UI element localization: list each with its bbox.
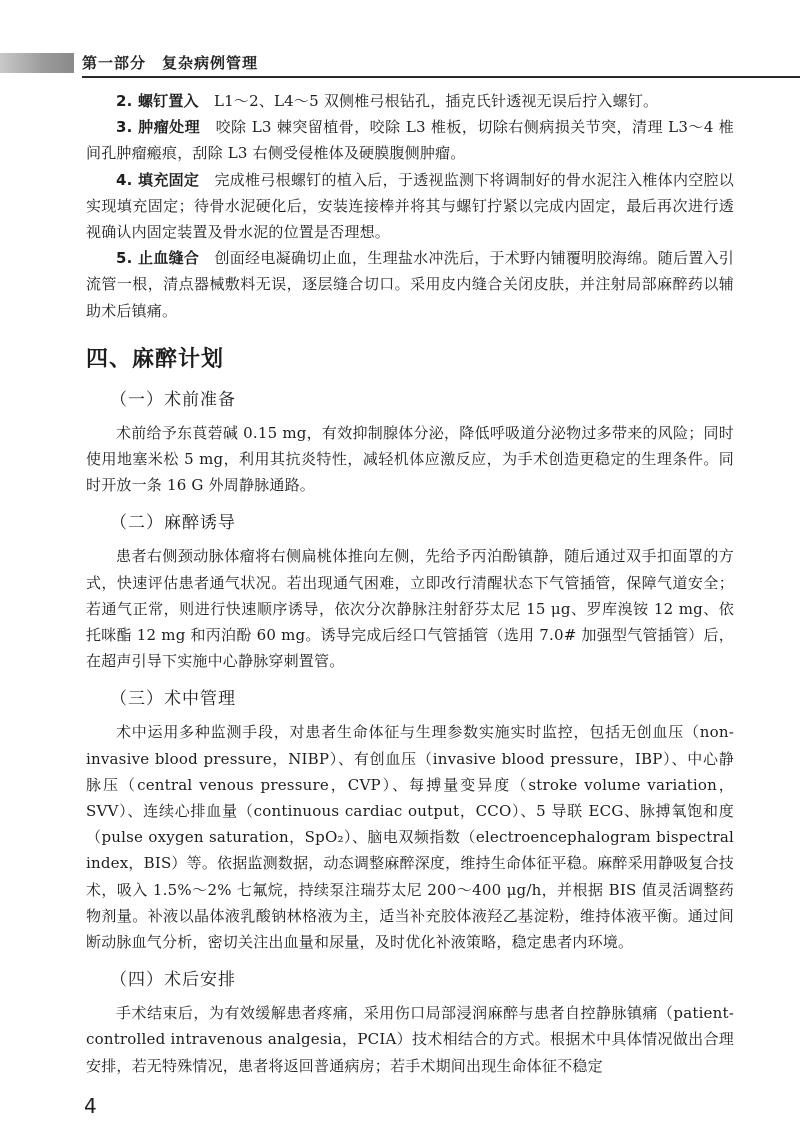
step-3-text: 咬除 L3 棘突留植骨，咬除 L3 椎板，切除右侧病损关节突，清理 L3～4 椎间孔肿瘤瘢痕，刮除 L3 右侧受侵椎体及硬膜腹侧肿瘤。 — [86, 118, 734, 163]
subsection-heading-induction: （二）麻醉诱导 — [110, 513, 236, 534]
intraop-paragraph: 术中运用多种监测手段，对患者生命体征与生理参数实施实时监控，包括无创血压（non-invasive blood pressure，NIBP）、有创血压（invasive blood pressure，IBP）、中心静脉压（central venous pressure，CVP）、每搏量变异度（stroke volume variation，SVV）、连续心排血量（continuous cardiac output，CCO）、5 导联 ECG、脉搏氧饱和度（pulse oxygen saturation，SpO₂）、脑电双频指数（electroencephalogram bispectral index，BIS）等。依据监测数据，动态调整麻醉深度，维持生命体征平稳。麻醉采用静吸复合技术，吸入 1.5%～2% 七氟烷，持续泵注瑞芬太尼 200～400 μg/h，并根据 BIS 值灵活调整药物剂量。补液以晶体液乳酸钠林格液为主，适当补充胶体液羟乙基淀粉，维持体液平衡。通过间断动脉血气分析，密切关注出血量和尿量，及时优化补液策略，稳定患者内环境。 — [86, 723, 734, 952]
step-2-title: 2. 螺钉置入 — [116, 92, 199, 110]
step-5-paragraph — [86, 245, 734, 324]
postop-paragraph: 手术结束后，为有效缓解患者疼痛，采用伤口局部浸润麻醉与患者自控静脉镇痛（patient-controlled intravenous analgesia，PCIA）技术相结合的方式。根据术中具体情况做出合理安排，若无特殊情况，患者将返回普通病房；若手术期间出现生命体征不稳定 — [86, 1004, 734, 1075]
preop-paragraph: 术前给予东莨菪碱 0.15 mg，有效抑制腺体分泌，降低呼吸道分泌物过多带来的风险；同时使用地塞米松 5 mg，利用其抗炎特性，减轻机体应激反应，为手术创造更稳定的生理条件。同时开放一条 16 G 外周静脉通路。 — [86, 423, 734, 495]
header-rule — [82, 76, 800, 78]
step-4-paragraph — [86, 167, 734, 246]
step-2-paragraph — [86, 88, 734, 114]
step-3-paragraph — [86, 114, 734, 166]
induction-paragraph: 患者右侧颈动脉体瘤将右侧扁桃体推向左侧，先给予丙泊酚镇静，随后通过双手扣面罩的方式，快速评估患者通气状况。若出现通气困难，立即改行清醒状态下气管插管，保障气道安全；若通气正常，则进行快速顺序诱导，依次分次静脉注射舒芬太尼 15 μg、罗库溴铵 12 mg、依托咪酯 12 mg 和丙泊酚 60 mg。诱导完成后经口气管插管（选用 7.0# 加强型气管插管）后，在超声引导下实施中心静脉穿刺置管。 — [86, 547, 734, 671]
subsection-heading-intraop: （三）术中管理 — [110, 689, 236, 710]
subsection-heading-preop: （一）术前准备 — [110, 389, 236, 410]
page-body — [86, 88, 734, 1079]
subsection-heading-postop: （四）术后安排 — [110, 970, 236, 991]
step-2-text: L1～2、L4～5 双侧椎弓根钻孔，插克氏针透视无误后拧入螺钉。 — [213, 92, 659, 110]
page-number: 4 — [84, 1094, 97, 1118]
step-5-text: 创面经电凝确切止血，生理盐水冲洗后，于术野内铺覆明胶海绵。随后置入引流管一根，清点器械敷料无误，逐层缝合切口。采用皮内缝合关闭皮肤，并注射局部麻醉药以辅助术后镇痛。 — [86, 249, 734, 320]
running-header — [0, 50, 800, 78]
step-4-text: 完成椎弓根螺钉的植入后，于透视监测下将调制好的骨水泥注入椎体内空腔以实现填充固定；待骨水泥硬化后，安装连接棒并将其与螺钉拧紧以完成内固定，最后再次进行透视确认内固定装置及骨水泥的位置是否理想。 — [86, 170, 734, 242]
step-4-title: 4. 填充固定 — [116, 170, 200, 189]
step-5-title: 5. 止血缝合 — [116, 249, 200, 268]
header-title: 第一部分 复杂病例管理 — [82, 54, 259, 72]
step-3-title: 3. 肿瘤处理 — [116, 118, 201, 137]
header-decoration-bar — [0, 53, 74, 73]
section-heading-anesthesia-plan: 四、麻醉计划 — [86, 346, 225, 372]
